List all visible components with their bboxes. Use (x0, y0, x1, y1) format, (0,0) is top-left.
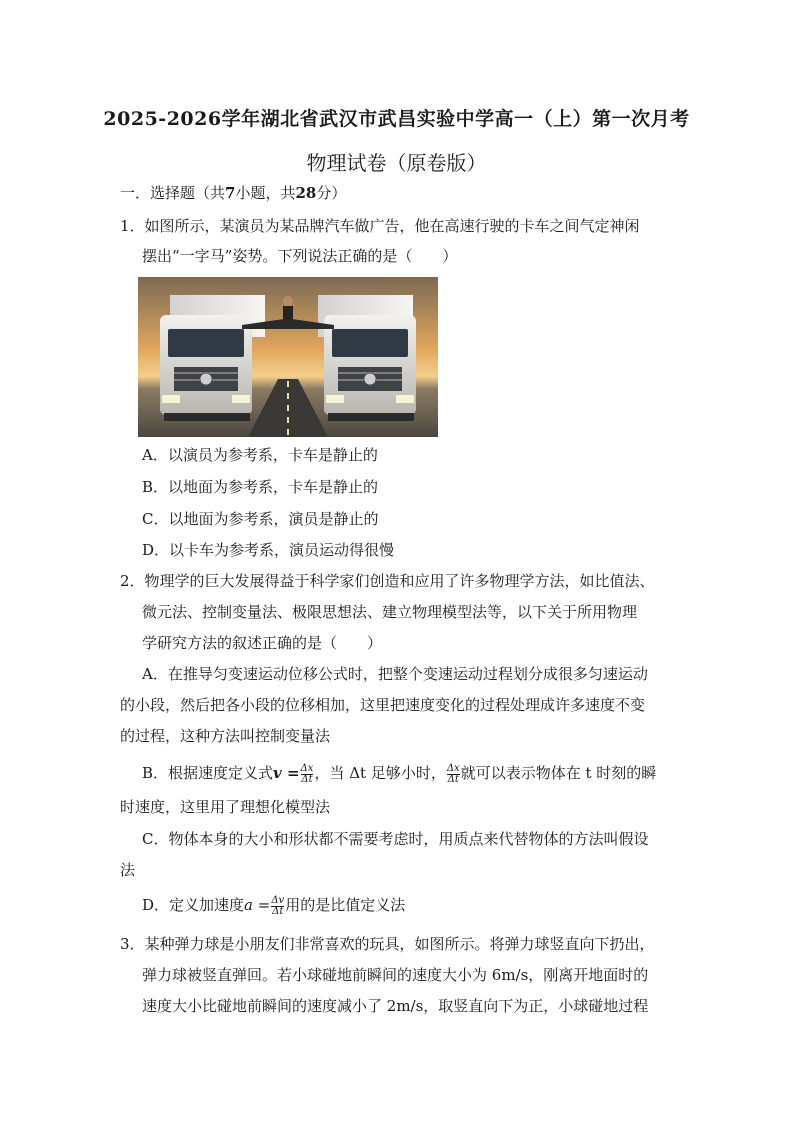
q1-option-a: A．以演员为参考系，卡车是静止的 (142, 446, 378, 464)
exam-title: 2025-2026学年湖北省武汉市武昌实验中学高一（上）第一次月考 (103, 108, 690, 130)
q2-option-a-line2: 的小段，然后把各小段的位移相加，这里把速度变化的过程处理成许多速度不变 (120, 696, 646, 714)
q3-stem-line3: 速度大小比碰地前瞬间的速度减小了 2m/s，取竖直向下为正，小球碰地过程 (142, 997, 649, 1015)
q2-option-a-line1: A．在推导匀变速运动位移公式时，把整个变速运动过程划分成很多匀速运动 (142, 665, 648, 683)
q2-option-d: D．定义加速度a = $\frac{\Delta v}{\Delta t}$ 用的是比值定义法 (142, 894, 406, 917)
section-heading: 一．选择题（共7小题，共28分） (120, 184, 347, 202)
q1-stem-line1: 1．如图所示，某演员为某品牌汽车做广告，他在高速行驶的卡车之间气定神闲 (120, 217, 640, 235)
velocity-fraction-repeat: $\frac{\Delta x}{\Delta t}$ (446, 762, 460, 785)
acceleration-fraction: $\frac{\Delta v}{\Delta t}$ (271, 894, 285, 917)
exam-subtitle: 物理试卷（原卷版） (306, 151, 487, 175)
q2-option-a-line3: 的过程，这种方法叫控制变量法 (120, 727, 331, 745)
q1-option-b: B．以地面为参考系，卡车是静止的 (142, 478, 379, 496)
q1-option-c: C．以地面为参考系，演员是静止的 (142, 510, 379, 528)
q2-stem-line3: 学研究方法的叙述正确的是（ ） (142, 634, 383, 652)
q2-option-b-line2: 时速度，这里用了理想化模型法 (120, 798, 331, 816)
q2-stem-line1: 2．物理学的巨大发展得益于科学家们创造和应用了许多物理学方法，如比值法、 (120, 572, 655, 590)
q1-stem-line2: 摆出“一字马”姿势。下列说法正确的是（ ） (142, 247, 458, 265)
q3-stem-line2: 弹力球被竖直弹回。若小球碰地前瞬间的速度大小为 6m/s，刚离开地面时的 (142, 966, 649, 984)
velocity-fraction: $\frac{\Delta x}{\Delta t}$ (300, 762, 314, 785)
q2-stem-line2: 微元法、控制变量法、极限思想法、建立物理模型法等，以下关于所用物理 (142, 603, 638, 621)
q2-option-c-line1: C．物体本身的大小和形状都不需要考虑时，用质点来代替物体的方法叫假设 (142, 830, 649, 848)
truck-photo-icon (138, 277, 438, 437)
q2-option-b-line1: B．根据速度定义式v = $\frac{\Delta x}{\Delta t}$ ，当 Δt 足够小时， $\frac{\Delta x}{\Delta t}$ 就可以表示物体在 t 时刻的瞬 (142, 762, 657, 785)
q3-stem-line1: 3．某种弹力球是小朋友们非常喜欢的玩具，如图所示。将弹力球竖直向下扔出， (120, 935, 655, 953)
q2-option-c-line2: 法 (120, 861, 136, 879)
q1-option-d: D．以卡车为参考系，演员运动得很慢 (142, 541, 395, 559)
